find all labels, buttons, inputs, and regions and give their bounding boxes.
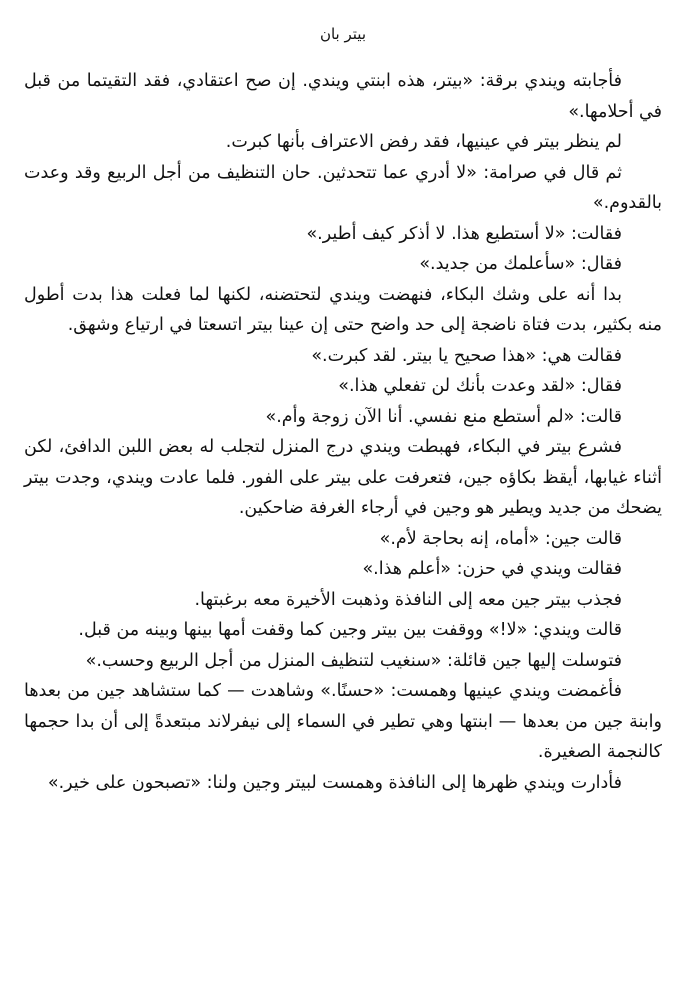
paragraph: فقالت هي: «هذا صحيح يا بيتر. لقد كبرت.» (311, 345, 622, 366)
paragraph: فتوسلت إليها جين قائلة: «سنغيب لتنظيف المنزل من أجل الربيع وحسب.» (85, 650, 622, 671)
paragraph: فأغمضت ويندي عينيها وهمست: «حسنًا.» وشاهدت — كما ستشاهد جين من بعدها وابنة جين من بعدها — ابنتها وهي تطير في السماء إلى نيفرلاند مبتعدةً إلى أن بدا حجمها كالنجمة الصغيرة. (24, 681, 662, 762)
paragraph: فقالت ويندي في حزن: «أعلم هذا.» (362, 559, 622, 579)
paragraph: قالت جين: «أماه، إنه بحاجة لأم.» (379, 528, 622, 549)
paragraph: فشرع بيتر في البكاء، فهبطت ويندي درج المنزل لتجلب له بعض اللبن الدافئ، لكن أثناء غيابها، أيقظ بكاؤه جين، فتعرفت على بيتر على الفور. فلما عادت ويندي، وجدت بيتر يضحك من جديد ويطير هو وجين في أرجاء الغرفة ضاحكين. (24, 437, 662, 518)
paragraph: فأجابته ويندي برقة: «بيتر، هذه ابنتي ويندي. إن صح اعتقادي، فقد التقيتما من قبل في أحلامها.» (24, 71, 662, 122)
running-header: بيتر بان (319, 25, 367, 43)
paragraph: ثم قال في صرامة: «لا أدري عما تتحدثين. حان التنظيف من أجل الربيع وقد وعدت بالقدوم.» (24, 162, 662, 213)
paragraph: لم ينظر بيتر في عينيها، فقد رفض الاعتراف بأنها كبرت. (225, 132, 622, 152)
paragraph: فأدارت ويندي ظهرها إلى النافذة وهمست لبيتر وجين ولنا: «تصبحون على خير.» (47, 772, 622, 793)
paragraph: فجذب بيتر جين معه إلى النافذة وذهبت الأخيرة معه برغبتها. (194, 589, 622, 610)
paragraph: بدا أنه على وشك البكاء، فنهضت ويندي لتحتضنه، لكنها لما فعلت هذا بدت أطول منه بكثير، بدت فتاة ناضجة إلى حد واضح حتى إن عينا بيتر اتسعتا في ارتياع وشهق. (24, 284, 662, 335)
paragraph: فقالت: «لا أستطيع هذا. لا أذكر كيف أطير.» (306, 223, 622, 244)
paragraph: فقال: «سأعلمك من جديد.» (419, 254, 622, 274)
paragraph: قالت ويندي: «لا!» ووقفت بين بيتر وجين كما وقفت أمها بينها وبينه من قبل. (78, 620, 622, 640)
paragraph: فقال: «لقد وعدت بأنك لن تفعلي هذا.» (338, 376, 622, 396)
paragraph: قالت: «لم أستطع منع نفسي. أنا الآن زوجة وأم.» (265, 406, 622, 427)
